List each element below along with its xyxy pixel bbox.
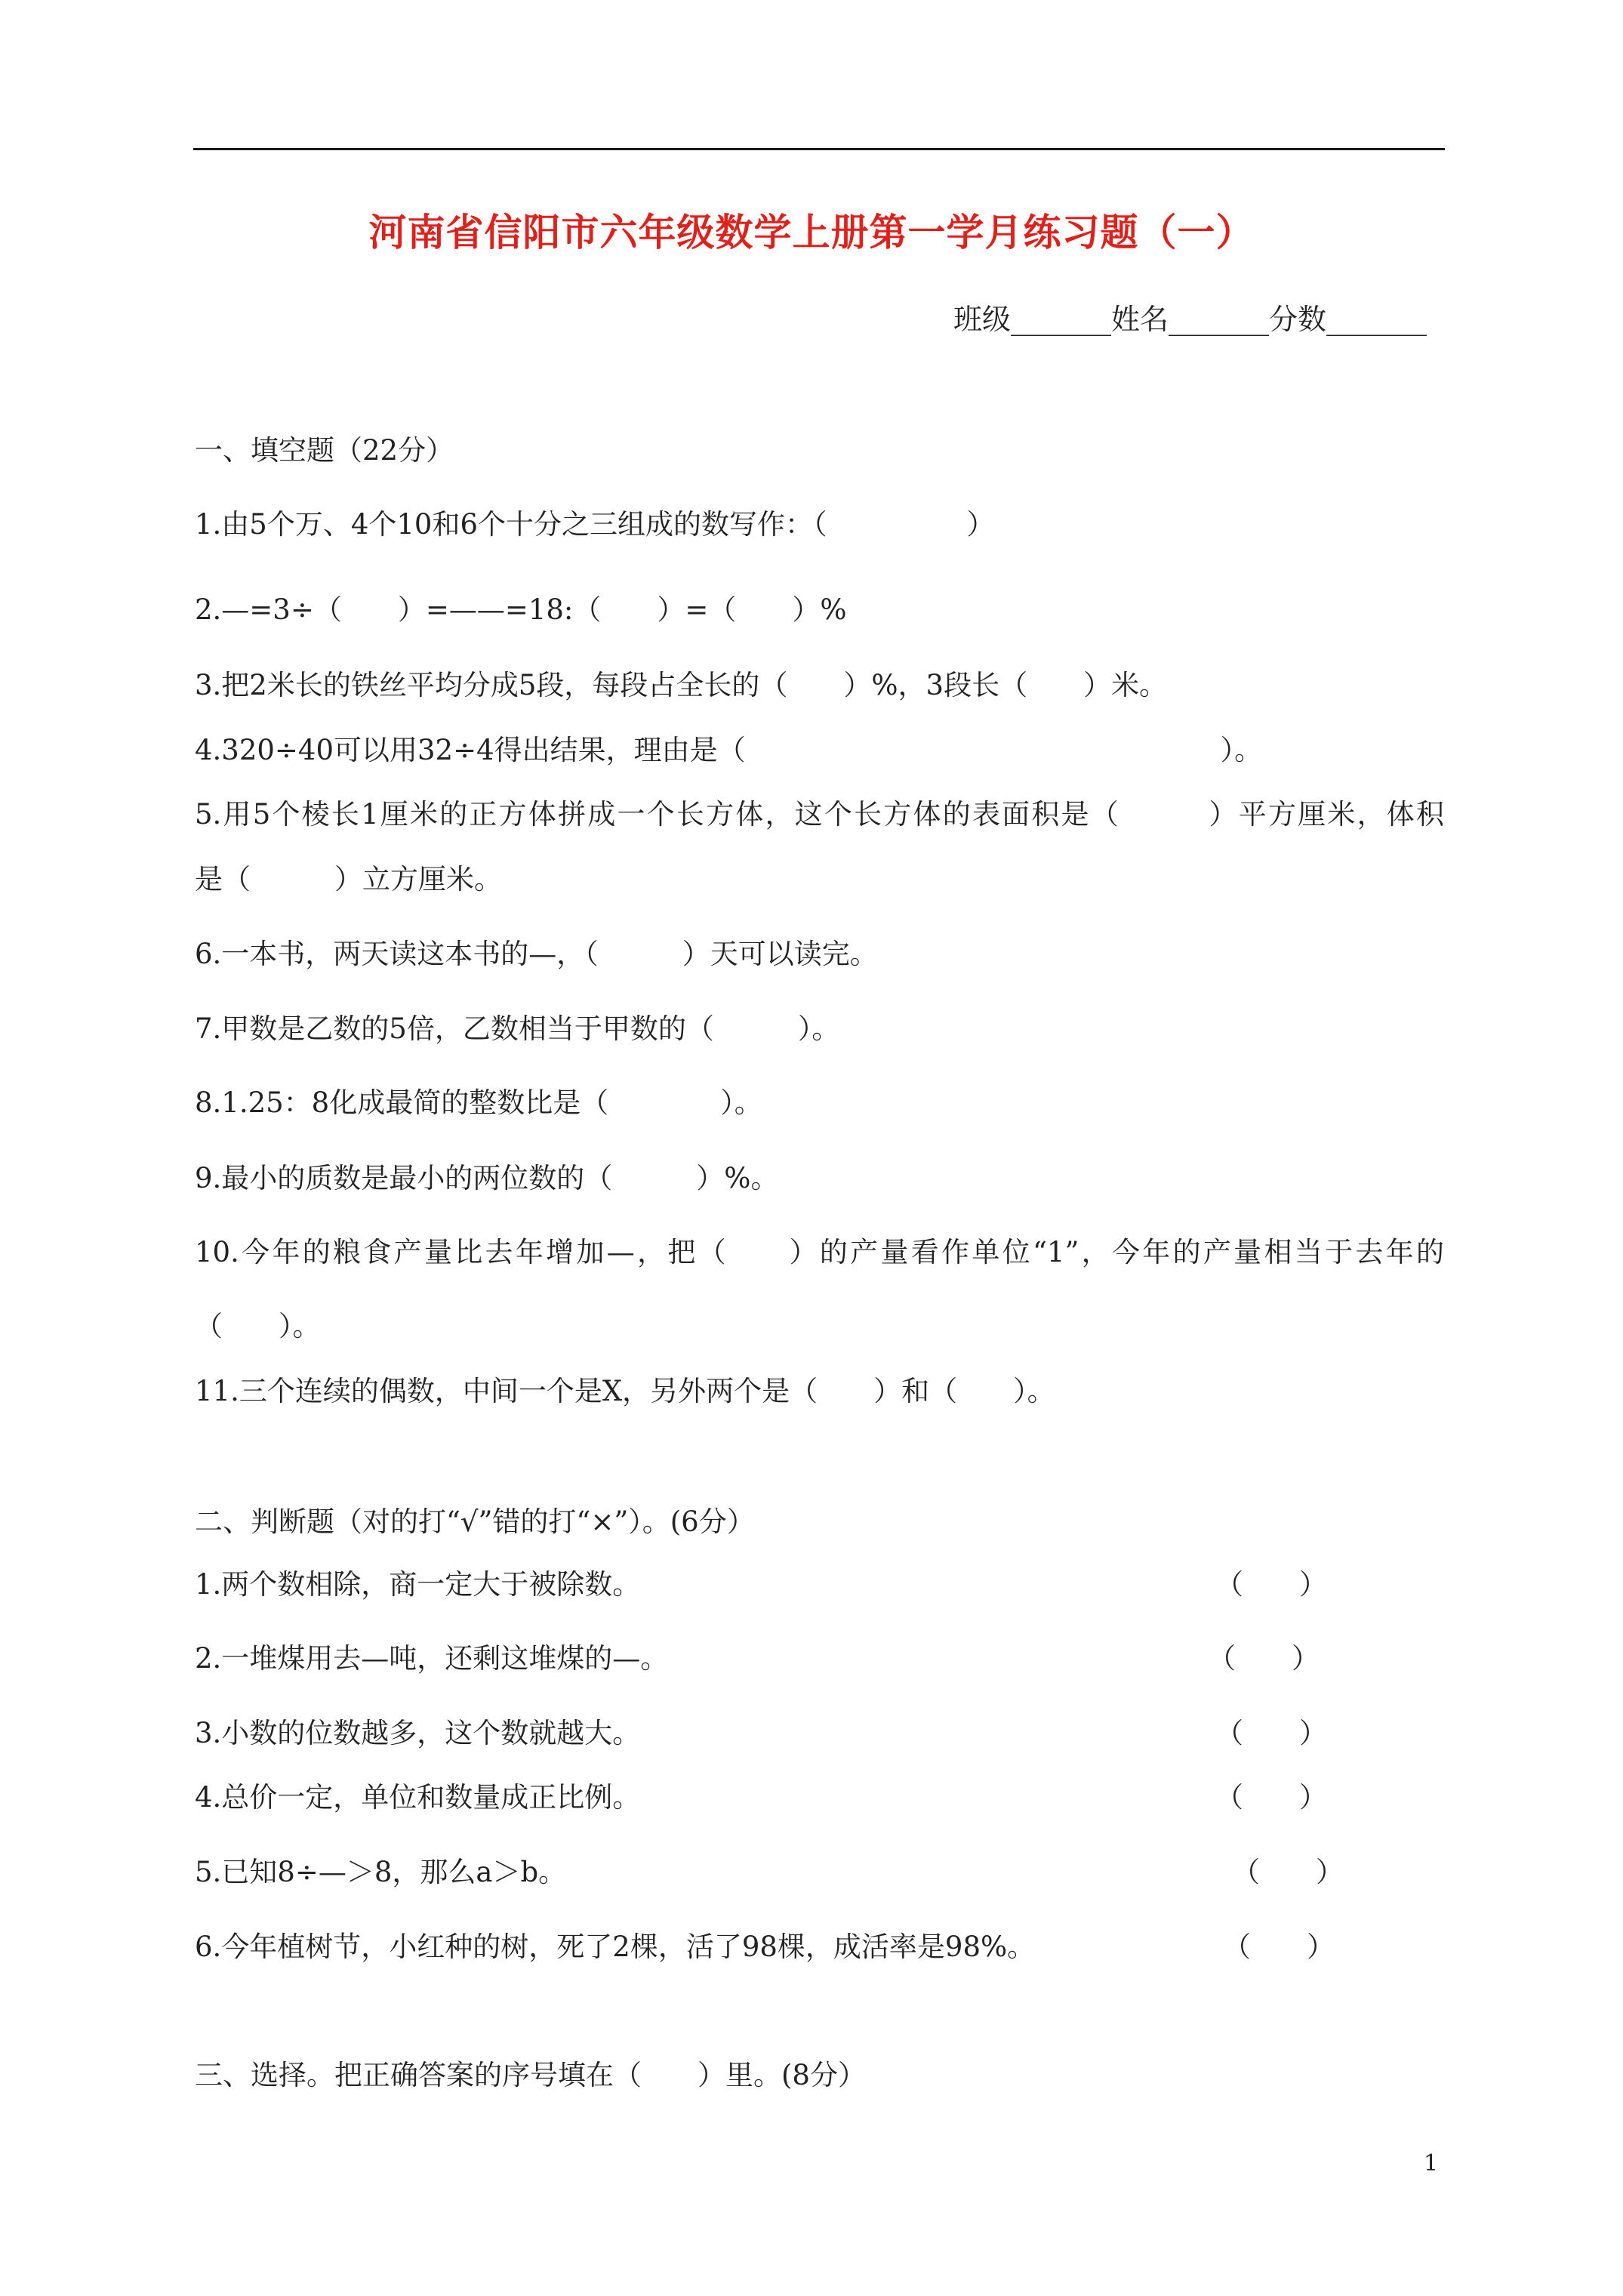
student-info-line: 班级_______姓名_______分数_______ <box>953 303 1427 336</box>
judge-answer-4: （ ） <box>1215 1781 1327 1814</box>
fill-item-11: 11.三个连续的偶数，中间一个是X，另外两个是（ ）和（ ）。 <box>195 1375 1055 1407</box>
fill-item-3: 3.把2米长的铁丝平均分成5段，每段占全长的（ ）%，3段长（ ）米。 <box>195 669 1168 701</box>
judge-item-3: 3.小数的位数越多，这个数就越大。 <box>195 1717 641 1749</box>
fill-item-8: 8.1.25：8化成最简的整数比是（ ）。 <box>195 1086 762 1119</box>
fill-item-10: 10.今年的粮食产量比去年增加—，把（ ）的产量看作单位“1”，今年的产量相当于去年的 <box>195 1236 1444 1268</box>
judge-item-6: 6.今年植树节，小红种的树，死了2棵，活了98棵，成活率是98%。 <box>195 1931 1036 1963</box>
judge-answer-1: （ ） <box>1215 1568 1327 1601</box>
fill-item-9: 9.最小的质数是最小的两位数的（ ）%。 <box>195 1162 779 1194</box>
judge-answer-5: （ ） <box>1232 1856 1344 1888</box>
section2-heading: 二、判断题（对的打“√”错的打“×”）。(6分） <box>195 1505 755 1538</box>
judge-answer-2: （ ） <box>1208 1642 1320 1675</box>
judge-item-2: 2.一堆煤用去—吨，还剩这堆煤的—。 <box>195 1642 669 1675</box>
fill-item-10-cont: （ ）。 <box>195 1310 321 1342</box>
judge-answer-6: （ ） <box>1223 1931 1335 1963</box>
fill-item-6: 6.一本书，两天读这本书的—，（ ）天可以读完。 <box>195 938 878 970</box>
fill-item-7: 7.甲数是乙数的5倍，乙数相当于甲数的（ ）。 <box>195 1012 840 1045</box>
fill-item-4: 4.320÷40可以用32÷4得出结果，理由是（ ）。 <box>195 734 1263 766</box>
fill-item-1: 1.由5个万、4个10和6个十分之三组成的数写作：（ ） <box>195 508 995 541</box>
fill-item-5: 5.用5个棱长1厘米的正方体拼成一个长方体，这个长方体的表面积是（ ）平方厘米，体积 <box>195 798 1444 831</box>
judge-item-1: 1.两个数相除，商一定大于被除数。 <box>195 1568 641 1601</box>
judge-item-5: 5.已知8÷—＞8，那么a＞b。 <box>195 1856 567 1888</box>
page-title: 河南省信阳市六年级数学上册第一学月练习题（一） <box>368 210 1255 254</box>
judge-item-4: 4.总价一定，单位和数量成正比例。 <box>195 1781 641 1814</box>
section3-heading: 三、选择。把正确答案的序号填在（ ）里。(8分） <box>195 2059 866 2091</box>
fill-item-5-cont: 是（ ）立方厘米。 <box>195 863 502 895</box>
judge-answer-3: （ ） <box>1215 1717 1327 1749</box>
fill-item-2: 2.—=3÷（ ）=——=18:（ ）=（ ）% <box>195 593 847 626</box>
section1-heading: 一、填空题（22分） <box>195 434 454 467</box>
page-number: 1 <box>1424 2150 1439 2177</box>
header-rule <box>193 148 1445 150</box>
